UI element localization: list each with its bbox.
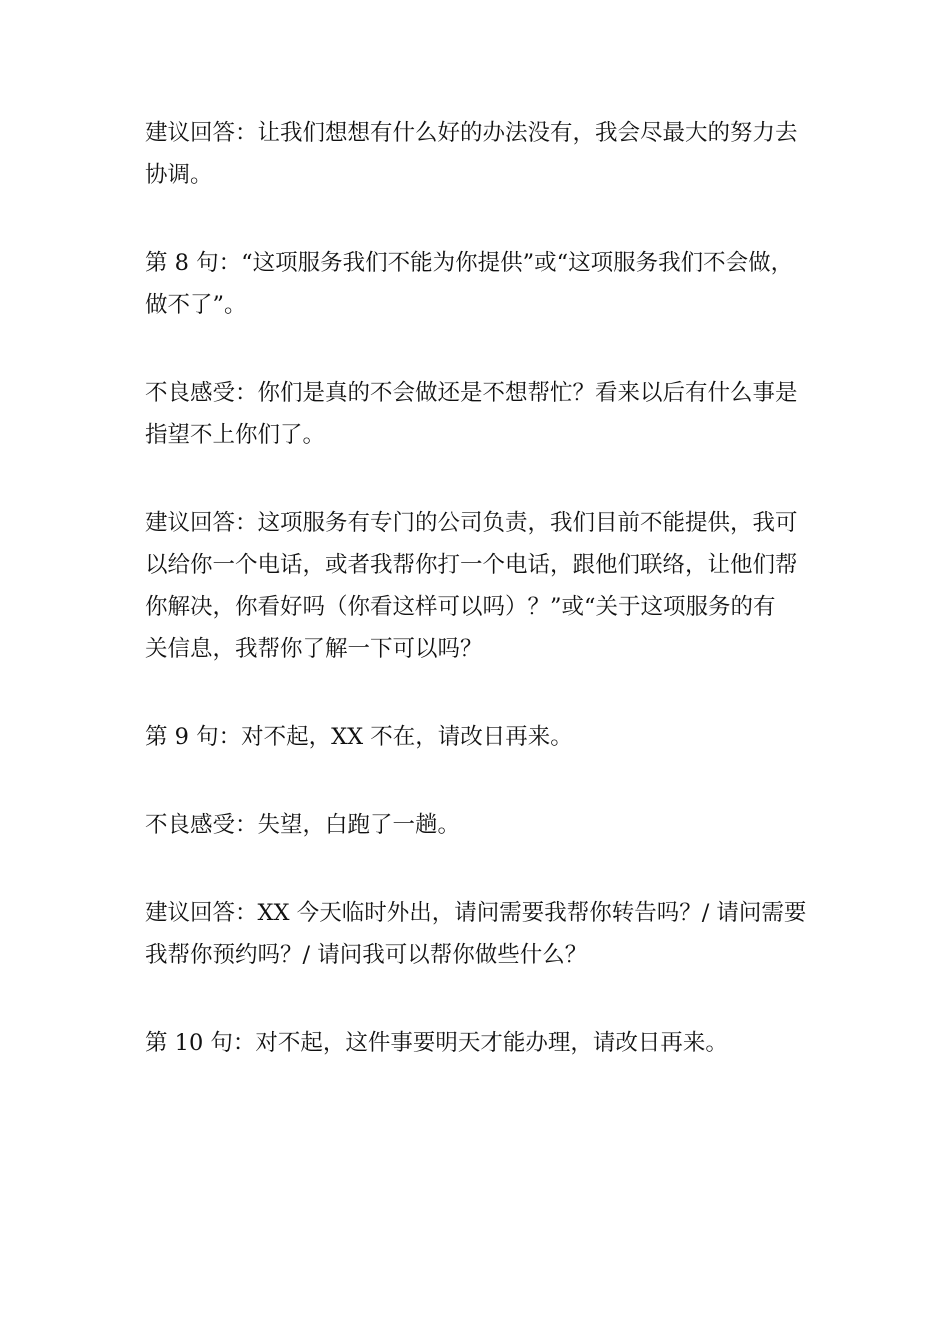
- text-line: 第 8 句：“这项服务我们不能为你提供”或“这项服务我们不会做，: [145, 250, 794, 276]
- paragraph-bad-feeling-8: [145, 372, 810, 456]
- text-line: 关信息，我帮你了解一下可以吗？: [145, 636, 483, 662]
- text-line: 建议回答：这项服务有专门的公司负责，我们目前不能提供，我可: [145, 510, 798, 536]
- paragraph-bad-feeling-9: [145, 804, 810, 846]
- text-line: 以给你一个电话，或者我帮你打一个电话，跟他们联络，让他们帮: [145, 552, 798, 578]
- paragraph-suggested-answer-7: [145, 112, 810, 196]
- text-line: 我帮你预约吗？/ 请问我可以帮你做些什么？: [145, 942, 588, 968]
- text-line: 你解决，你看好吗（你看这样可以吗）？”或“关于这项服务的有: [145, 594, 776, 620]
- text-line: 第 10 句：对不起，这件事要明天才能办理，请改日再来。: [145, 1030, 728, 1056]
- paragraph-suggested-answer-9: [145, 892, 810, 976]
- text-line: 建议回答：XX 今天临时外出，请问需要我帮你转告吗？/ 请问需要: [145, 900, 807, 926]
- text-line: 协调。: [145, 162, 213, 188]
- text-line: 第 9 句：对不起，XX 不在，请改日再来。: [145, 724, 573, 750]
- document-body: [145, 112, 810, 1110]
- paragraph-suggested-answer-8: [145, 502, 810, 670]
- paragraph-sentence-9: [145, 716, 810, 758]
- text-line: 指望不上你们了。: [145, 422, 326, 448]
- paragraph-sentence-8: [145, 242, 810, 326]
- text-line: 做不了”。: [145, 292, 247, 318]
- text-line: 不良感受：失望，白跑了一趟。: [145, 812, 461, 838]
- text-line: 不良感受：你们是真的不会做还是不想帮忙？看来以后有什么事是: [145, 380, 798, 406]
- paragraph-sentence-10: [145, 1022, 810, 1064]
- text-line: 建议回答：让我们想想有什么好的办法没有，我会尽最大的努力去: [145, 120, 798, 146]
